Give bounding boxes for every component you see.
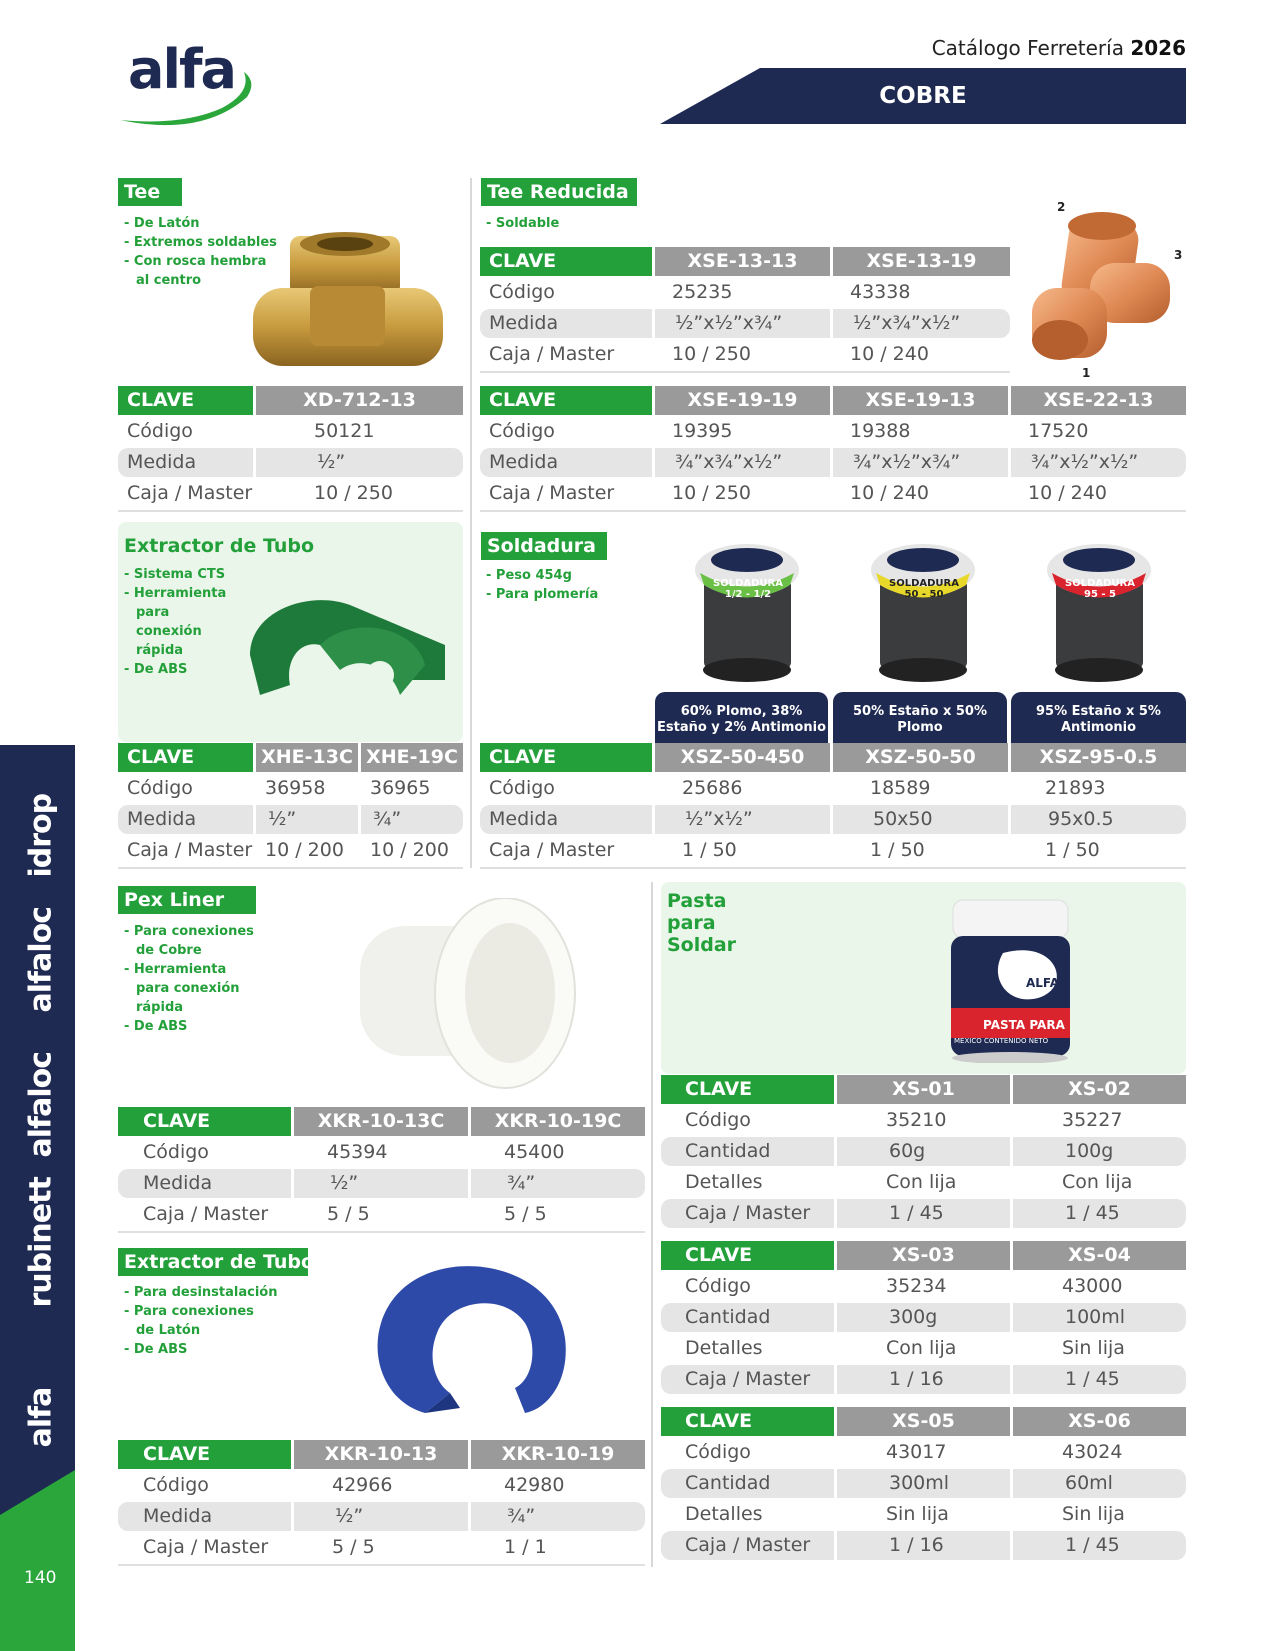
table-cell: 10 / 250: [672, 343, 751, 365]
table-cell: CLAVE: [661, 1075, 834, 1104]
table-cell: Caja / Master: [685, 1202, 811, 1224]
table-cell: 18589: [870, 777, 931, 799]
table-cell: CLAVE: [118, 743, 253, 772]
spool-1: SOLDADURA 1/2 - 1/2: [690, 540, 805, 689]
table-cell: 10 / 200: [370, 839, 449, 861]
table-cell: Caja / Master: [685, 1368, 811, 1390]
table-cell: ½”: [253, 448, 463, 477]
table-cell: CLAVE: [480, 247, 652, 276]
table-cell: 10 / 240: [1028, 482, 1107, 504]
table-cell: Cantidad: [685, 1306, 771, 1328]
table-cell: CLAVE: [118, 1107, 291, 1136]
port-label: 3: [1174, 248, 1183, 262]
table-cell: XS-06: [1010, 1407, 1186, 1436]
table-cell: Con lija: [886, 1171, 957, 1193]
port-label: 1: [1082, 366, 1091, 380]
spool-2: SOLDADURA 50 - 50: [866, 540, 981, 689]
table-cell: Código: [127, 777, 193, 799]
table-header: [118, 386, 463, 415]
table-cell: Código: [143, 1474, 209, 1496]
table-cell: Medida: [143, 1172, 213, 1194]
alloy-desc-3: 95% Estaño x 5% Antimonio: [1011, 692, 1186, 744]
table-cell: 300g: [834, 1303, 1010, 1332]
table-row: [661, 1365, 1186, 1394]
table-row: [480, 774, 1186, 803]
table-cell: Cantidad: [685, 1472, 771, 1494]
table-cell: ¾”: [468, 1169, 645, 1198]
table-cell: 19388: [850, 420, 911, 442]
extractor-title: Extractor de Tubo: [124, 535, 315, 557]
table-row: [661, 1106, 1186, 1135]
table-cell: XS-01: [834, 1075, 1010, 1104]
soldadura-bullets: - Peso 454g - Para plomería: [486, 568, 599, 602]
section-title: COBRE: [879, 83, 967, 109]
table-cell: ½”: [253, 805, 358, 834]
green-extractor-image: [240, 585, 455, 725]
table-row: [661, 1303, 1186, 1332]
brand-alfaloc-2[interactable]: alfaloc: [23, 1052, 59, 1158]
spool-3: SOLDADURA 95 - 5: [1042, 540, 1157, 689]
table-cell: Caja / Master: [489, 482, 615, 504]
port-label: 2: [1057, 200, 1066, 214]
table-cell: 1 / 45: [1010, 1199, 1186, 1228]
table-cell: Caja / Master: [127, 839, 253, 861]
extractor-2-bullets: - Para desinstalación - Para conexiones de Latón - De ABS: [124, 1285, 278, 1357]
table-row: [661, 1137, 1186, 1166]
table-header: [661, 1075, 1186, 1104]
table-cell: Medida: [489, 808, 559, 830]
tee-reducida-bullets: - Soldable: [486, 216, 560, 231]
table-cell: 43000: [1062, 1275, 1123, 1297]
table-cell: Cantidad: [685, 1140, 771, 1162]
table-cell: ½”x¾”x½”: [830, 309, 1010, 338]
extractor-2-title: Extractor de Tubo: [118, 1248, 308, 1276]
blue-extractor-image: [365, 1258, 575, 1423]
table-cell: XD-712-13: [253, 386, 463, 415]
table-cell: 36958: [265, 777, 326, 799]
table-cell: Sin lija: [1062, 1503, 1125, 1525]
table-row: [118, 479, 463, 508]
table-cell: XKR-10-13C: [291, 1107, 468, 1136]
table-row: [661, 1531, 1186, 1560]
table-cell: Código: [685, 1441, 751, 1463]
table-cell: 1 / 45: [1010, 1531, 1186, 1560]
table-cell: 43338: [850, 281, 911, 303]
brand-alfaloc-1[interactable]: alfaloc: [23, 907, 59, 1013]
table-header: [118, 1440, 645, 1469]
table-cell: 25235: [672, 281, 733, 303]
table-cell: 42966: [332, 1474, 393, 1496]
table-header: [118, 1107, 645, 1136]
table-header: [661, 1407, 1186, 1436]
table-cell: XSZ-50-450: [652, 743, 830, 772]
table-row: [118, 1169, 645, 1198]
table-row: [661, 1199, 1186, 1228]
table-cell: ½”x½”x¾”: [652, 309, 830, 338]
table-cell: Caja / Master: [685, 1534, 811, 1556]
table-row: [118, 1533, 645, 1562]
catalog-title: Catálogo Ferretería 2026: [931, 36, 1186, 60]
table-cell: CLAVE: [118, 386, 253, 415]
page-number: 140: [24, 1568, 57, 1588]
table-row: [480, 417, 1186, 446]
table-cell: 1 / 50: [682, 839, 737, 861]
brand-alfa[interactable]: alfa: [23, 1387, 59, 1448]
table-cell: 1 / 50: [870, 839, 925, 861]
table-cell: 45400: [504, 1141, 565, 1163]
table-row: [480, 278, 1010, 307]
table-cell: 10 / 250: [314, 482, 393, 504]
table-cell: XS-02: [1010, 1075, 1186, 1104]
table-cell: Código: [489, 420, 555, 442]
divider: [651, 882, 653, 1567]
table-cell: ½”: [291, 1169, 468, 1198]
table-cell: Código: [685, 1109, 751, 1131]
table-row: [661, 1168, 1186, 1197]
table-cell: XSZ-50-50: [830, 743, 1008, 772]
table-cell: Código: [143, 1141, 209, 1163]
table-cell: ½”: [291, 1502, 468, 1531]
table-cell: ½”x½”: [652, 805, 830, 834]
tee-title: Tee: [118, 178, 182, 206]
table-cell: XKR-10-19C: [468, 1107, 645, 1136]
table-cell: 50121: [314, 420, 375, 442]
table-cell: 45394: [327, 1141, 388, 1163]
brand-idrop[interactable]: idrop: [23, 793, 59, 878]
table-row: [118, 1200, 645, 1229]
table-cell: 35227: [1062, 1109, 1123, 1131]
table-cell: ¾”: [358, 805, 463, 834]
table-cell: 60g: [834, 1137, 1010, 1166]
table-cell: 19395: [672, 420, 733, 442]
tee-reducida-title: Tee Reducida: [481, 178, 637, 206]
table-row: [118, 448, 463, 477]
table-header: [661, 1241, 1186, 1270]
table-cell: Medida: [489, 451, 559, 473]
table-cell: 5 / 5: [327, 1203, 370, 1225]
table-cell: Con lija: [1062, 1171, 1133, 1193]
table-cell: Sin lija: [886, 1503, 949, 1525]
table-cell: XHE-19C: [358, 743, 463, 772]
table-cell: 21893: [1045, 777, 1106, 799]
table-cell: ¾”x½”x¾”: [830, 448, 1008, 477]
table-row: [118, 417, 463, 446]
table-cell: 1 / 45: [834, 1199, 1010, 1228]
table-cell: 1 / 16: [834, 1531, 1010, 1560]
table-row: [118, 1138, 645, 1167]
table-cell: XSE-19-19: [652, 386, 830, 415]
table-cell: Medida: [127, 451, 197, 473]
brand-rubinett[interactable]: rubinett: [23, 1177, 59, 1308]
extractor-bullets: - Sistema CTS - Herramienta para conexión rápida - De ABS: [124, 567, 227, 677]
table-cell: XHE-13C: [253, 743, 358, 772]
table-cell: 5 / 5: [332, 1536, 375, 1558]
table-cell: Código: [685, 1275, 751, 1297]
table-cell: 10 / 250: [672, 482, 751, 504]
table-cell: CLAVE: [480, 386, 652, 415]
table-cell: ¾”: [468, 1502, 645, 1531]
alfa-logo[interactable]: alfa: [128, 38, 235, 101]
table-row: [480, 479, 1186, 508]
table-cell: CLAVE: [118, 1440, 291, 1469]
table-cell: CLAVE: [661, 1241, 834, 1270]
table-cell: 300ml: [834, 1469, 1010, 1498]
tee-bullets: - De Latón - Extremos soldables - Con rosca hembra al centro: [124, 216, 277, 288]
table-cell: XSE-13-13: [652, 247, 830, 276]
table-cell: 5 / 5: [504, 1203, 547, 1225]
pex-liner-bullets: - Para conexiones de Cobre - Herramienta para conexión rápida - De ABS: [124, 924, 254, 1034]
table-header: [480, 743, 1186, 772]
table-cell: XKR-10-19: [468, 1440, 645, 1469]
table-cell: Sin lija: [1062, 1337, 1125, 1359]
table-cell: XSE-19-13: [830, 386, 1008, 415]
table-cell: 10 / 200: [265, 839, 344, 861]
table-cell: Caja / Master: [127, 482, 253, 504]
table-cell: ¾”x¾”x½”: [652, 448, 830, 477]
table-row: [480, 805, 1186, 834]
table-row: [118, 836, 463, 865]
table-cell: Caja / Master: [143, 1536, 269, 1558]
table-cell: XS-05: [834, 1407, 1010, 1436]
table-cell: 36965: [370, 777, 431, 799]
table-cell: XS-04: [1010, 1241, 1186, 1270]
divider: [470, 178, 472, 868]
table-cell: 1 / 1: [504, 1536, 547, 1558]
table-cell: 42980: [504, 1474, 565, 1496]
brass-tee-image: [245, 228, 455, 373]
table-cell: 1 / 45: [1010, 1365, 1186, 1394]
table-cell: 10 / 240: [850, 482, 929, 504]
table-row: [118, 1471, 645, 1500]
table-cell: Detalles: [685, 1337, 763, 1359]
table-cell: CLAVE: [480, 743, 652, 772]
table-cell: 25686: [682, 777, 743, 799]
table-cell: Caja / Master: [143, 1203, 269, 1225]
table-row: [480, 836, 1186, 865]
table-row: [480, 448, 1186, 477]
alloy-desc-1: 60% Plomo, 38% Estaño y 2% Antimonio: [655, 692, 828, 744]
table-cell: Caja / Master: [489, 343, 615, 365]
table-row: [661, 1272, 1186, 1301]
pex-liner-title: Pex Liner: [118, 886, 256, 914]
pex-liner-image: [355, 898, 580, 1093]
table-header: [480, 247, 1010, 276]
table-cell: XS-03: [834, 1241, 1010, 1270]
table-cell: Caja / Master: [489, 839, 615, 861]
table-cell: Código: [489, 281, 555, 303]
table-row: [480, 309, 1010, 338]
table-cell: 43024: [1062, 1441, 1123, 1463]
table-cell: 50x50: [830, 805, 1008, 834]
table-cell: 1 / 50: [1045, 839, 1100, 861]
table-cell: CLAVE: [661, 1407, 834, 1436]
table-cell: 43017: [886, 1441, 947, 1463]
pasta-title: Pasta para Soldar: [667, 890, 737, 956]
table-cell: Código: [127, 420, 193, 442]
table-cell: 100g: [1010, 1137, 1186, 1166]
table-cell: 35234: [886, 1275, 947, 1297]
table-row: [480, 340, 1010, 369]
table-row: [661, 1500, 1186, 1529]
table-cell: 1 / 16: [834, 1365, 1010, 1394]
table-cell: Medida: [489, 312, 559, 334]
table-cell: XSZ-95-0.5: [1008, 743, 1186, 772]
soldadura-title: Soldadura: [481, 532, 607, 560]
table-cell: 95x0.5: [1008, 805, 1186, 834]
copper-tee-image: [1020, 208, 1183, 373]
table-row: [118, 774, 463, 803]
table-cell: XSE-22-13: [1008, 386, 1186, 415]
table-cell: Detalles: [685, 1171, 763, 1193]
table-cell: 35210: [886, 1109, 947, 1131]
table-row: [118, 1502, 645, 1531]
table-cell: 100ml: [1010, 1303, 1186, 1332]
table-header: [480, 386, 1186, 415]
table-row: [661, 1469, 1186, 1498]
table-cell: 17520: [1028, 420, 1089, 442]
table-cell: XKR-10-13: [291, 1440, 468, 1469]
table-header: [118, 743, 463, 772]
table-cell: Código: [489, 777, 555, 799]
table-row: [118, 805, 463, 834]
paste-jar-image: ALFA PASTA PARA MEXICO CONTENIDO NETO: [948, 898, 1073, 1067]
table-cell: XSE-13-19: [830, 247, 1010, 276]
table-cell: Detalles: [685, 1503, 763, 1525]
table-cell: ¾”x½”x½”: [1008, 448, 1186, 477]
table-cell: Medida: [127, 808, 197, 830]
table-row: [661, 1334, 1186, 1363]
table-cell: 10 / 240: [850, 343, 929, 365]
alloy-desc-2: 50% Estaño x 50% Plomo: [833, 692, 1007, 744]
table-cell: Con lija: [886, 1337, 957, 1359]
table-row: [661, 1438, 1186, 1467]
table-cell: Medida: [143, 1505, 213, 1527]
table-cell: 60ml: [1010, 1469, 1186, 1498]
